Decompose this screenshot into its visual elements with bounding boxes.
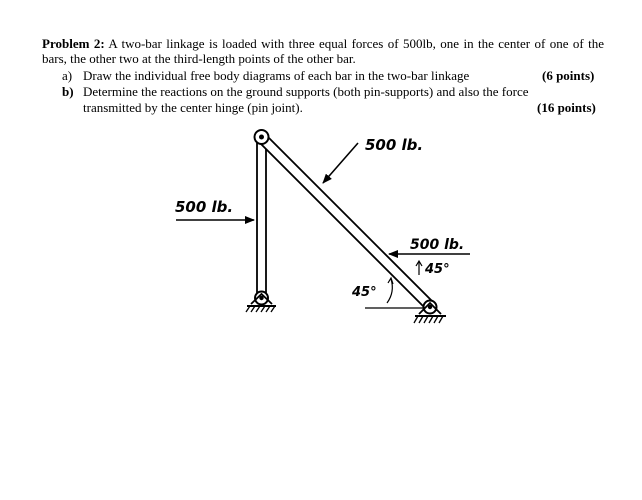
problem-heading: Problem 2: — [42, 36, 105, 51]
load-label-right: 500 lb. — [410, 237, 465, 253]
diagonal-bar — [258, 134, 434, 310]
part-b-line2: transmitted by the center hinge (pin joint). — [83, 100, 303, 115]
vertical-bar — [257, 138, 266, 298]
part-b-line1: Determine the reactions on the ground supports (both pin-supports) and also the force — [83, 84, 529, 99]
part-a-points: (6 points) — [542, 68, 595, 83]
angle-label-upper: 45° — [425, 262, 450, 277]
load-arrow-top — [323, 143, 358, 183]
angle-label-lower: 45° — [352, 285, 377, 300]
left-pin-support — [246, 292, 276, 313]
part-a-text: Draw the individual free body diagrams of each bar in the two-bar linkage — [83, 68, 470, 83]
part-b-letter: b) — [62, 84, 74, 99]
center-hinge — [255, 130, 269, 144]
angle-indicator-upper — [416, 261, 422, 275]
right-pin-support — [414, 301, 446, 324]
part-a-letter: a) — [62, 68, 73, 83]
load-label-top: 500 lb. — [365, 136, 424, 154]
load-label-left: 500 lb. — [175, 198, 234, 216]
problem-text: A two-bar linkage is loaded with three equal forces of 500lb, one in the center of one of the bars, the other two at the third-length points of the other bar. — [42, 36, 605, 66]
part-b-points: (16 points) — [537, 100, 596, 115]
